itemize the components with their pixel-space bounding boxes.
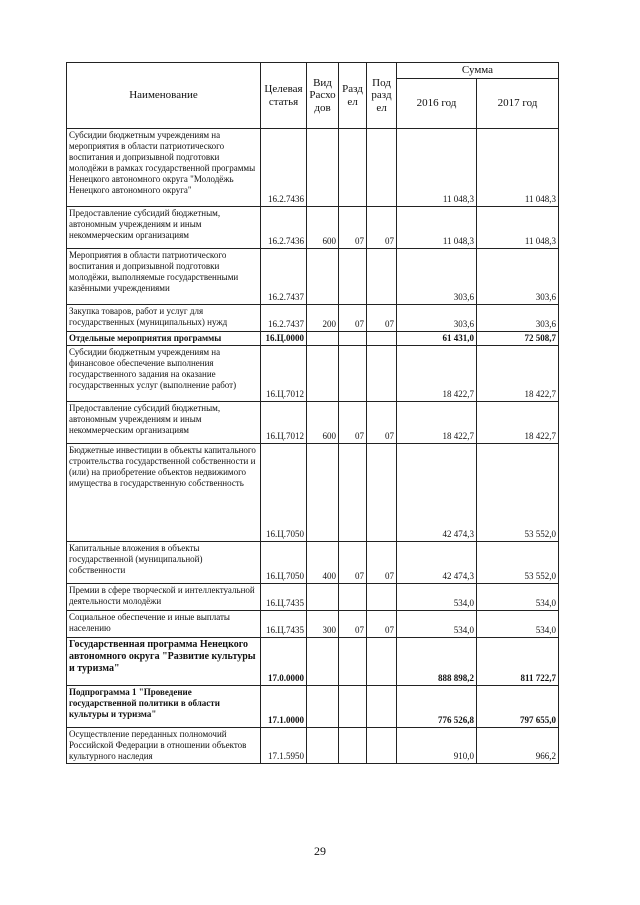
row-section — [339, 249, 367, 305]
row-expense-type: 300 — [307, 611, 339, 638]
row-name: Осуществление переданных полномочий Российской Федерации в отношении объектов культурного наследия — [67, 728, 261, 764]
row-name: Мероприятия в области патриотического воспитания и допризывной подготовки молодёжи, выполняемые государственными казёнными учреждениями — [67, 249, 261, 305]
row-target-code: 16.2.7436 — [261, 207, 307, 249]
row-name: Предоставление субсидий бюджетным, автономным учреждениям и иным некоммерческим организациям — [67, 402, 261, 444]
row-subsection — [367, 249, 397, 305]
row-sum-2016: 534,0 — [397, 611, 477, 638]
row-expense-type — [307, 686, 339, 728]
row-sum-2017: 11 048,3 — [477, 207, 559, 249]
row-name: Отдельные мероприятия программы — [67, 332, 261, 346]
row-sum-2017: 72 508,7 — [477, 332, 559, 346]
row-target-code: 16.Ц.7050 — [261, 444, 307, 542]
row-section: 07 — [339, 611, 367, 638]
page-number: 29 — [314, 844, 326, 858]
row-sum-2017: 534,0 — [477, 584, 559, 611]
row-subsection: 07 — [367, 207, 397, 249]
row-subsection — [367, 638, 397, 686]
row-section — [339, 686, 367, 728]
row-sum-2017: 811 722,7 — [477, 638, 559, 686]
table-row — [67, 584, 559, 611]
row-name: Подпрограмма 1 "Проведение государственной политики в области культуры и туризма" — [67, 686, 261, 728]
row-sum-2017: 797 655,0 — [477, 686, 559, 728]
row-expense-type — [307, 249, 339, 305]
row-sum-2017: 534,0 — [477, 611, 559, 638]
row-section — [339, 129, 367, 207]
row-name: Субсидии бюджетным учреждениям на финансовое обеспечение выполнения государственного задания на оказание государственных услуг (выполнение работ) — [67, 346, 261, 402]
table-row — [67, 346, 559, 402]
row-sum-2017: 303,6 — [477, 305, 559, 332]
row-target-code: 16.2.7436 — [261, 129, 307, 207]
header-type: Вид Расхо дов — [307, 63, 339, 129]
row-section: 07 — [339, 542, 367, 584]
row-target-code: 17.1.0000 — [261, 686, 307, 728]
row-target-code: 16.Ц.7012 — [261, 346, 307, 402]
row-expense-type — [307, 584, 339, 611]
row-target-code: 16.Ц.7050 — [261, 542, 307, 584]
row-sum-2017: 18 422,7 — [477, 402, 559, 444]
row-name: Бюджетные инвестиции в объекты капитального строительства государственной собственности и (или) на приобретение объектов недвижимого имущества в государственную собственность — [67, 444, 261, 542]
row-target-code: 16.Ц.0000 — [261, 332, 307, 346]
row-subsection — [367, 332, 397, 346]
row-sum-2016: 534,0 — [397, 584, 477, 611]
row-sum-2016: 18 422,7 — [397, 402, 477, 444]
table-row — [67, 611, 559, 638]
header-sum: Сумма — [397, 63, 559, 79]
row-sum-2017: 966,2 — [477, 728, 559, 764]
row-expense-type: 200 — [307, 305, 339, 332]
header-year-2016: 2016 год — [397, 79, 477, 129]
row-sum-2016: 61 431,0 — [397, 332, 477, 346]
row-section — [339, 584, 367, 611]
row-section — [339, 444, 367, 542]
header-target: Целевая статья — [261, 63, 307, 129]
header-section: Разд ел — [339, 63, 367, 129]
row-sum-2016: 303,6 — [397, 305, 477, 332]
row-subsection — [367, 686, 397, 728]
row-target-code: 16.Ц.7435 — [261, 611, 307, 638]
table-row — [67, 444, 559, 542]
table-row — [67, 402, 559, 444]
row-target-code: 16.Ц.7435 — [261, 584, 307, 611]
row-name: Премии в сфере творческой и интеллектуальной деятельности молодёжи — [67, 584, 261, 611]
row-expense-type: 600 — [307, 207, 339, 249]
table-row — [67, 332, 559, 346]
row-target-code: 17.0.0000 — [261, 638, 307, 686]
row-sum-2017: 53 552,0 — [477, 444, 559, 542]
table-row — [67, 686, 559, 728]
table-row — [67, 129, 559, 207]
row-sum-2016: 888 898,2 — [397, 638, 477, 686]
row-section: 07 — [339, 305, 367, 332]
row-expense-type — [307, 332, 339, 346]
row-subsection — [367, 444, 397, 542]
table-row — [67, 207, 559, 249]
row-subsection: 07 — [367, 611, 397, 638]
row-subsection — [367, 129, 397, 207]
table-row — [67, 249, 559, 305]
header-year-2017: 2017 год — [477, 79, 559, 129]
row-name: Закупка товаров, работ и услуг для государственных (муниципальных) нужд — [67, 305, 261, 332]
row-sum-2017: 303,6 — [477, 249, 559, 305]
row-subsection: 07 — [367, 402, 397, 444]
row-sum-2016: 42 474,3 — [397, 542, 477, 584]
row-sum-2017: 11 048,3 — [477, 129, 559, 207]
row-sum-2016: 42 474,3 — [397, 444, 477, 542]
table-row — [67, 542, 559, 584]
table-row — [67, 728, 559, 764]
row-target-code: 17.1.5950 — [261, 728, 307, 764]
row-sum-2016: 11 048,3 — [397, 129, 477, 207]
row-subsection: 07 — [367, 305, 397, 332]
budget-table — [66, 62, 559, 764]
row-expense-type: 600 — [307, 402, 339, 444]
row-name: Субсидии бюджетным учреждениям на мероприятия в области патриотического воспитания и допризывной подготовки молодёжи в рамках государственной программы Ненецкого автономного округа "Молодёжь Ненецкого автономного округа" — [67, 129, 261, 207]
row-subsection — [367, 728, 397, 764]
row-subsection — [367, 346, 397, 402]
row-expense-type: 400 — [307, 542, 339, 584]
row-expense-type — [307, 638, 339, 686]
row-section — [339, 332, 367, 346]
row-section: 07 — [339, 207, 367, 249]
row-expense-type — [307, 728, 339, 764]
table-row — [67, 305, 559, 332]
row-sum-2016: 303,6 — [397, 249, 477, 305]
row-name: Предоставление субсидий бюджетным, автономным учреждениям и иным некоммерческим организациям — [67, 207, 261, 249]
row-target-code: 16.2.7437 — [261, 249, 307, 305]
row-sum-2016: 18 422,7 — [397, 346, 477, 402]
row-sum-2016: 11 048,3 — [397, 207, 477, 249]
row-name: Социальное обеспечение и иные выплаты населению — [67, 611, 261, 638]
row-subsection: 07 — [367, 542, 397, 584]
row-name: Капитальные вложения в объекты государственной (муниципальной) собственности — [67, 542, 261, 584]
row-section — [339, 638, 367, 686]
row-expense-type — [307, 129, 339, 207]
row-target-code: 16.2.7437 — [261, 305, 307, 332]
table-row — [67, 638, 559, 686]
row-sum-2017: 53 552,0 — [477, 542, 559, 584]
row-expense-type — [307, 444, 339, 542]
row-section — [339, 728, 367, 764]
header-subsection: Под разд ел — [367, 63, 397, 129]
row-expense-type — [307, 346, 339, 402]
row-name: Государственная программа Ненецкого автономного округа "Развитие культуры и туризма" — [67, 638, 261, 686]
row-sum-2016: 910,0 — [397, 728, 477, 764]
row-sum-2017: 18 422,7 — [477, 346, 559, 402]
row-subsection — [367, 584, 397, 611]
row-target-code: 16.Ц.7012 — [261, 402, 307, 444]
row-sum-2016: 776 526,8 — [397, 686, 477, 728]
row-section: 07 — [339, 402, 367, 444]
row-section — [339, 346, 367, 402]
header-name: Наименование — [67, 63, 261, 129]
